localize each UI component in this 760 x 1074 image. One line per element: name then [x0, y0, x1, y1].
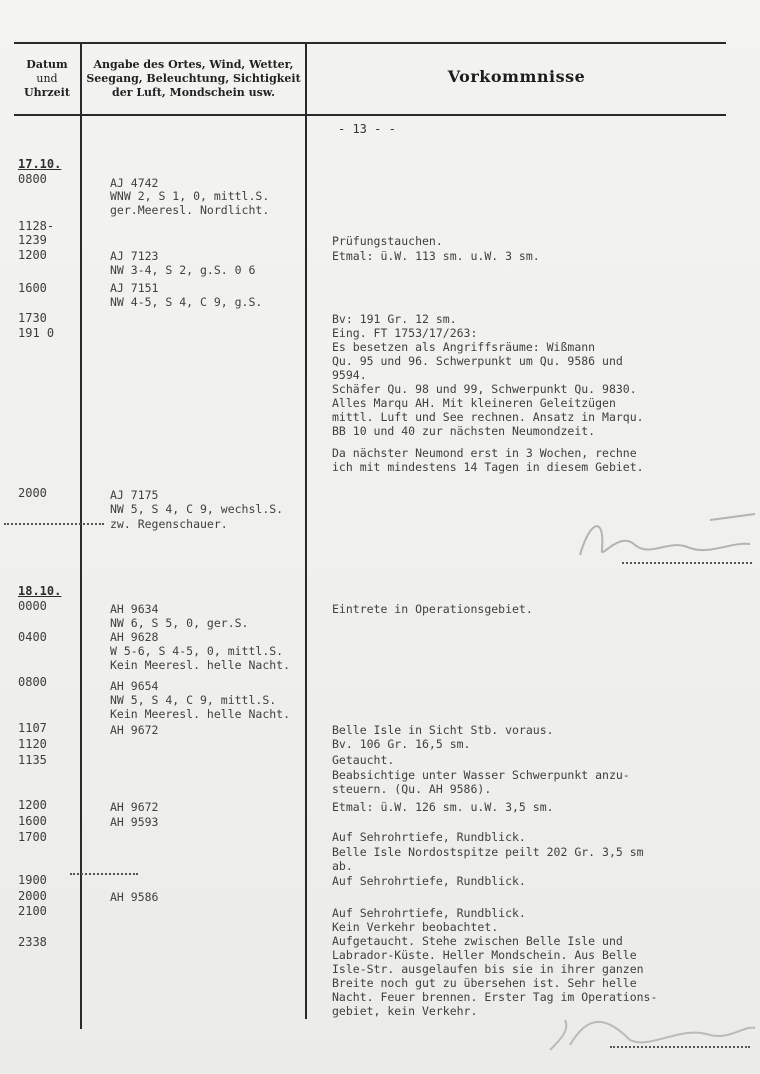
- event-line: Breite noch gut zu übersehen ist. Sehr helle: [332, 976, 637, 990]
- time-dots-1900: [70, 873, 138, 875]
- position-line: AH 9628: [110, 630, 159, 644]
- position-line: AH 9672: [110, 800, 159, 814]
- event-line: BB 10 und 40 zur nächsten Neumondzeit.: [332, 424, 596, 438]
- signature-scribble-2: [540, 990, 760, 1060]
- position-line: AH 9586: [110, 890, 159, 904]
- log-time: 2000: [18, 486, 47, 500]
- position-line: Kein Meeresl. helle Nacht.: [110, 658, 291, 672]
- position-line: AJ 7151: [110, 281, 159, 295]
- event-line: Etmal: ü.W. 113 sm. u.W. 3 sm.: [332, 249, 540, 263]
- page-number: - 13 - -: [338, 122, 396, 136]
- position-line: NW 4-5, S 4, C 9, g.S.: [110, 295, 263, 309]
- signature-scribble-1: [560, 500, 760, 570]
- column-divider-2: [305, 44, 307, 1019]
- log-time: 1120: [18, 737, 47, 751]
- header-angabe-line3: der Luft, Mondschein usw.: [112, 86, 275, 99]
- event-line: Beabsichtige unter Wasser Schwerpunkt anzu-: [332, 768, 630, 782]
- event-line: mittl. Luft und See rechnen. Ansatz in Marqu.: [332, 410, 644, 424]
- log-time: 1239: [18, 233, 47, 247]
- log-time: 1128-: [18, 219, 55, 233]
- header-angabe: [82, 58, 305, 100]
- event-line: Qu. 95 und 96. Schwerpunkt um Qu. 9586 und: [332, 354, 623, 368]
- log-time: 1700: [18, 830, 47, 844]
- log-time: 2000: [18, 889, 47, 903]
- event-line: Bv. 106 Gr. 16,5 sm.: [332, 737, 471, 751]
- event-line: steuern. (Qu. AH 9586).: [332, 782, 492, 796]
- position-line: AJ 4742: [110, 176, 159, 190]
- event-line: gebiet, kein Verkehr.: [332, 1004, 478, 1018]
- position-line: AH 9672: [110, 723, 159, 737]
- event-line: Getaucht.: [332, 753, 395, 767]
- header-angabe-line2: Seegang, Beleuchtung, Sichtigkeit: [86, 72, 301, 85]
- position-line: NW 3-4, S 2, g.S. 0 6: [110, 263, 256, 277]
- log-time: 1107: [18, 721, 47, 735]
- header-datum: [14, 58, 80, 100]
- event-line: Schäfer Qu. 98 und 99, Schwerpunkt Qu. 9830.: [332, 382, 637, 396]
- event-line: Auf Sehrohrtiefe, Rundblick.: [332, 906, 526, 920]
- event-line: Kein Verkehr beobachtet.: [332, 920, 499, 934]
- event-line: 9594.: [332, 368, 367, 382]
- log-time: 2338: [18, 935, 47, 949]
- position-line: WNW 2, S 1, 0, mittl.S.: [110, 189, 270, 203]
- event-line: Isle-Str. ausgelaufen bis sie in ihrer ganzen: [332, 962, 644, 976]
- position-line: AJ 7123: [110, 249, 159, 263]
- column-divider-1: [80, 44, 82, 1029]
- position-line: zw. Regenschauer.: [110, 517, 228, 531]
- log-time: 1600: [18, 814, 47, 828]
- header-vorkommnisse: [307, 67, 726, 86]
- log-time: 0000: [18, 599, 47, 613]
- log-time: 0400: [18, 630, 47, 644]
- header-top-rule: [14, 42, 726, 44]
- position-line: ger.Meeresl. Nordlicht.: [110, 203, 270, 217]
- log-time: 1200: [18, 248, 47, 262]
- position-line: AH 9654: [110, 679, 159, 693]
- day-separator-dots-left: [4, 523, 104, 525]
- position-line: AH 9593: [110, 815, 159, 829]
- log-time: 0800: [18, 172, 47, 186]
- event-line: Auf Sehrohrtiefe, Rundblick.: [332, 874, 526, 888]
- event-line: Etmal: ü.W. 126 sm. u.W. 3,5 sm.: [332, 800, 554, 814]
- log-time: 191 0: [18, 326, 55, 340]
- event-line: Auf Sehrohrtiefe, Rundblick.: [332, 830, 526, 844]
- event-line: Es besetzen als Angriffsräume: Wißmann: [332, 340, 596, 354]
- header-datum-line1: Datum: [26, 58, 68, 71]
- event-line: Eintrete in Operationsgebiet.: [332, 602, 533, 616]
- log-time: 0800: [18, 675, 47, 689]
- log-time: 1600: [18, 281, 47, 295]
- header-bottom-rule: [14, 114, 726, 116]
- position-line: AH 9634: [110, 602, 159, 616]
- event-line: Aufgetaucht. Stehe zwischen Belle Isle und: [332, 934, 623, 948]
- event-line: Belle Isle in Sicht Stb. voraus.: [332, 723, 554, 737]
- position-line: Kein Meeresl. helle Nacht.: [110, 707, 291, 721]
- log-time: 1135: [18, 753, 47, 767]
- header-angabe-line1: Angabe des Ortes, Wind, Wetter,: [93, 58, 294, 71]
- position-line: W 5-6, S 4-5, 0, mittl.S.: [110, 644, 284, 658]
- header-datum-line2: und: [36, 72, 58, 85]
- event-line: Nacht. Feuer brennen. Erster Tag im Operations-: [332, 990, 658, 1004]
- event-line: Prüfungstauchen.: [332, 234, 443, 248]
- event-line: ich mit mindestens 14 Tagen in diesem Gebiet.: [332, 460, 644, 474]
- position-line: AJ 7175: [110, 488, 159, 502]
- position-line: NW 5, S 4, C 9, wechsl.S.: [110, 502, 284, 516]
- event-line: Da nächster Neumond erst in 3 Wochen, rechne: [332, 446, 637, 460]
- event-line: ab.: [332, 859, 353, 873]
- log-time: 1730: [18, 311, 47, 325]
- log-time: 17.10.: [18, 157, 62, 171]
- event-line: Bv: 191 Gr. 12 sm.: [332, 312, 457, 326]
- event-line: Labrador-Küste. Heller Mondschein. Aus Belle: [332, 948, 637, 962]
- header-datum-line3: Uhrzeit: [24, 86, 70, 99]
- log-time: 1900: [18, 873, 47, 887]
- position-line: NW 6, S 5, 0, ger.S.: [110, 616, 249, 630]
- event-line: Alles Marqu AH. Mit kleineren Geleitzügen: [332, 396, 616, 410]
- log-time: 1200: [18, 798, 47, 812]
- log-time: 18.10.: [18, 584, 62, 598]
- event-line: Eing. FT 1753/17/263:: [332, 326, 478, 340]
- log-time: 2100: [18, 904, 47, 918]
- position-line: NW 5, S 4, C 9, mittl.S.: [110, 693, 277, 707]
- header-vorkommnisse-label: Vorkommnisse: [447, 67, 586, 86]
- event-line: Belle Isle Nordostspitze peilt 202 Gr. 3,5 sm: [332, 845, 644, 859]
